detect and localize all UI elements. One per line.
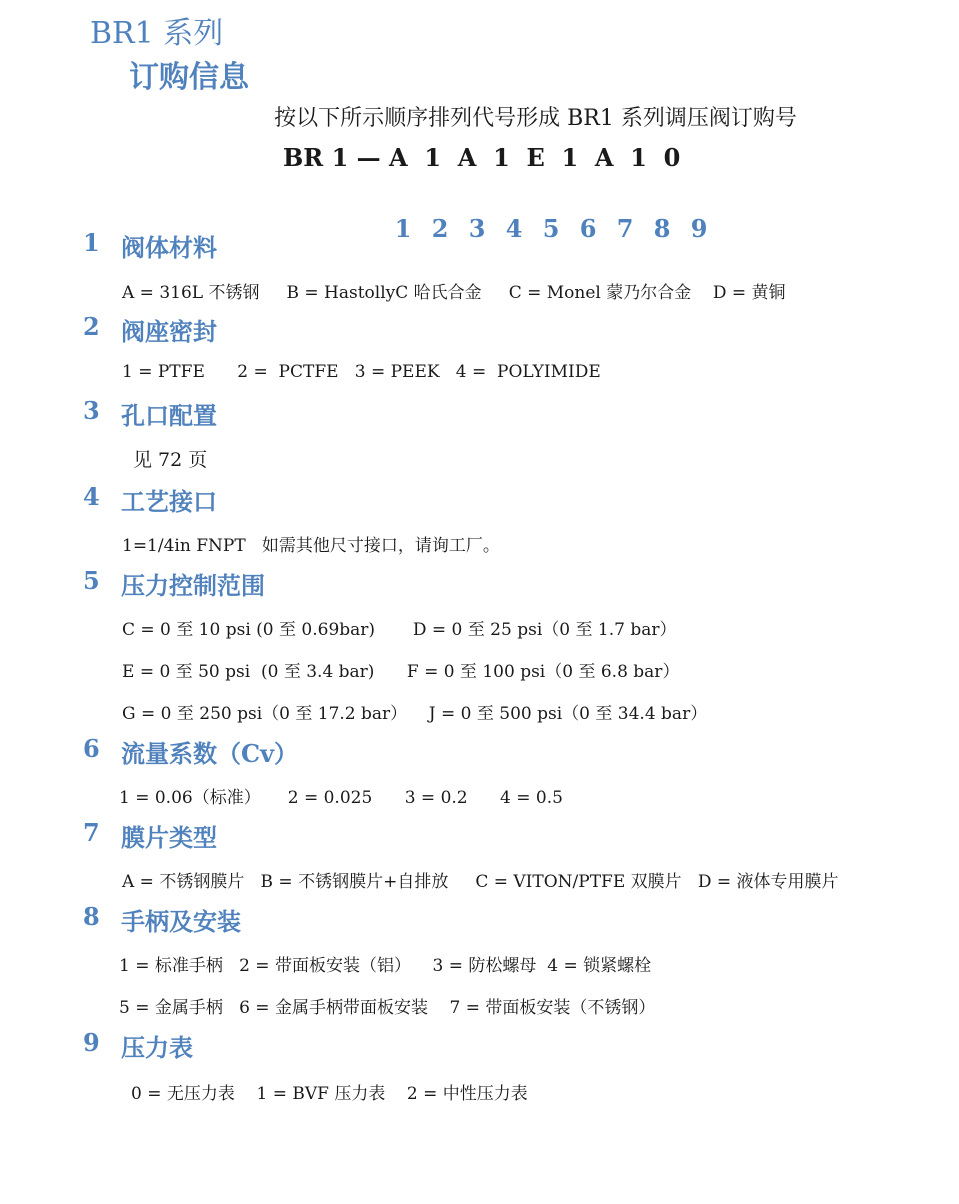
position-number: 5 — [542, 214, 560, 243]
section-title-handle-mounting: 手柄及安装 — [121, 907, 241, 936]
series-title: BR1 系列 — [90, 16, 224, 51]
pressure-gauge-options: 0 = 无压力表 1 = BVF 压力表 2 = 中性压力表 — [131, 1084, 528, 1104]
example-order-code: BR 1 — A 1 A 1 E 1 A 1 0 — [283, 143, 681, 172]
ordering-instruction: 按以下所示顺序排列代号形成 BR1 系列调压阀订购号 — [274, 106, 797, 131]
position-number: 7 — [616, 214, 634, 243]
handle-mounting-row: 1 = 标准手柄 2 = 带面板安装（铝） 3 = 防松螺母 4 = 锁紧螺栓 — [119, 956, 652, 976]
section-number: 2 — [83, 312, 100, 341]
position-number: 9 — [690, 214, 708, 243]
section-title-process-connection: 工艺接口 — [121, 487, 217, 516]
section-title-pressure-range: 压力控制范围 — [121, 571, 265, 600]
section-title-body-material: 阀体材料 — [121, 233, 217, 262]
position-number: 1 — [394, 214, 412, 243]
process-connection-options: 1=1/4in FNPT 如需其他尺寸接口，请询工厂。 — [122, 536, 500, 556]
section-number: 1 — [83, 228, 100, 257]
position-number: 4 — [505, 214, 523, 243]
section-number: 8 — [83, 902, 100, 931]
section-title-diaphragm-type: 膜片类型 — [121, 823, 217, 852]
section-number: 4 — [83, 482, 100, 511]
section-title-seat-seal: 阀座密封 — [121, 317, 217, 346]
position-number: 6 — [579, 214, 597, 243]
position-number: 8 — [653, 214, 671, 243]
body-material-options: A = 316L 不锈钢 B = HastollyC 哈氏合金 C = Monel 蒙乃尔合金 D = 黄铜 — [122, 283, 786, 303]
pressure-range-row: C = 0 至 10 psi (0 至 0.69bar) D = 0 至 25 psi（0 至 1.7 bar） — [122, 620, 677, 640]
page-title: 订购信息 — [129, 60, 249, 95]
section-number: 7 — [83, 818, 100, 847]
section-number: 9 — [83, 1028, 100, 1057]
code-position-numbers — [378, 185, 728, 243]
flow-coefficient-options: 1 = 0.06（标准） 2 = 0.025 3 = 0.2 4 = 0.5 — [119, 788, 563, 808]
section-title-flow-coefficient: 流量系数（Cv） — [121, 739, 299, 768]
seat-seal-options: 1 = PTFE 2 = PCTFE 3 = PEEK 4 = POLYIMIDE — [122, 362, 601, 382]
diaphragm-type-options: A = 不锈钢膜片 B = 不锈钢膜片+自排放 C = VITON/PTFE 双膜片 D = 液体专用膜片 — [122, 872, 839, 892]
section-title-pressure-gauge: 压力表 — [121, 1033, 193, 1062]
handle-mounting-row: 5 = 金属手柄 6 = 金属手柄带面板安装 7 = 带面板安装（不锈钢） — [119, 998, 656, 1018]
pressure-range-row: E = 0 至 50 psi (0 至 3.4 bar) F = 0 至 100 psi（0 至 6.8 bar） — [122, 662, 680, 682]
section-number: 3 — [83, 396, 100, 425]
position-number: 3 — [468, 214, 486, 243]
pressure-range-row: G = 0 至 250 psi（0 至 17.2 bar） J = 0 至 500 psi（0 至 34.4 bar） — [122, 704, 708, 724]
section-number: 6 — [83, 734, 100, 763]
section-title-port-config: 孔口配置 — [121, 401, 217, 430]
port-config-note: 见 72 页 — [133, 449, 208, 471]
section-number: 5 — [83, 566, 100, 595]
position-number: 2 — [431, 214, 449, 243]
